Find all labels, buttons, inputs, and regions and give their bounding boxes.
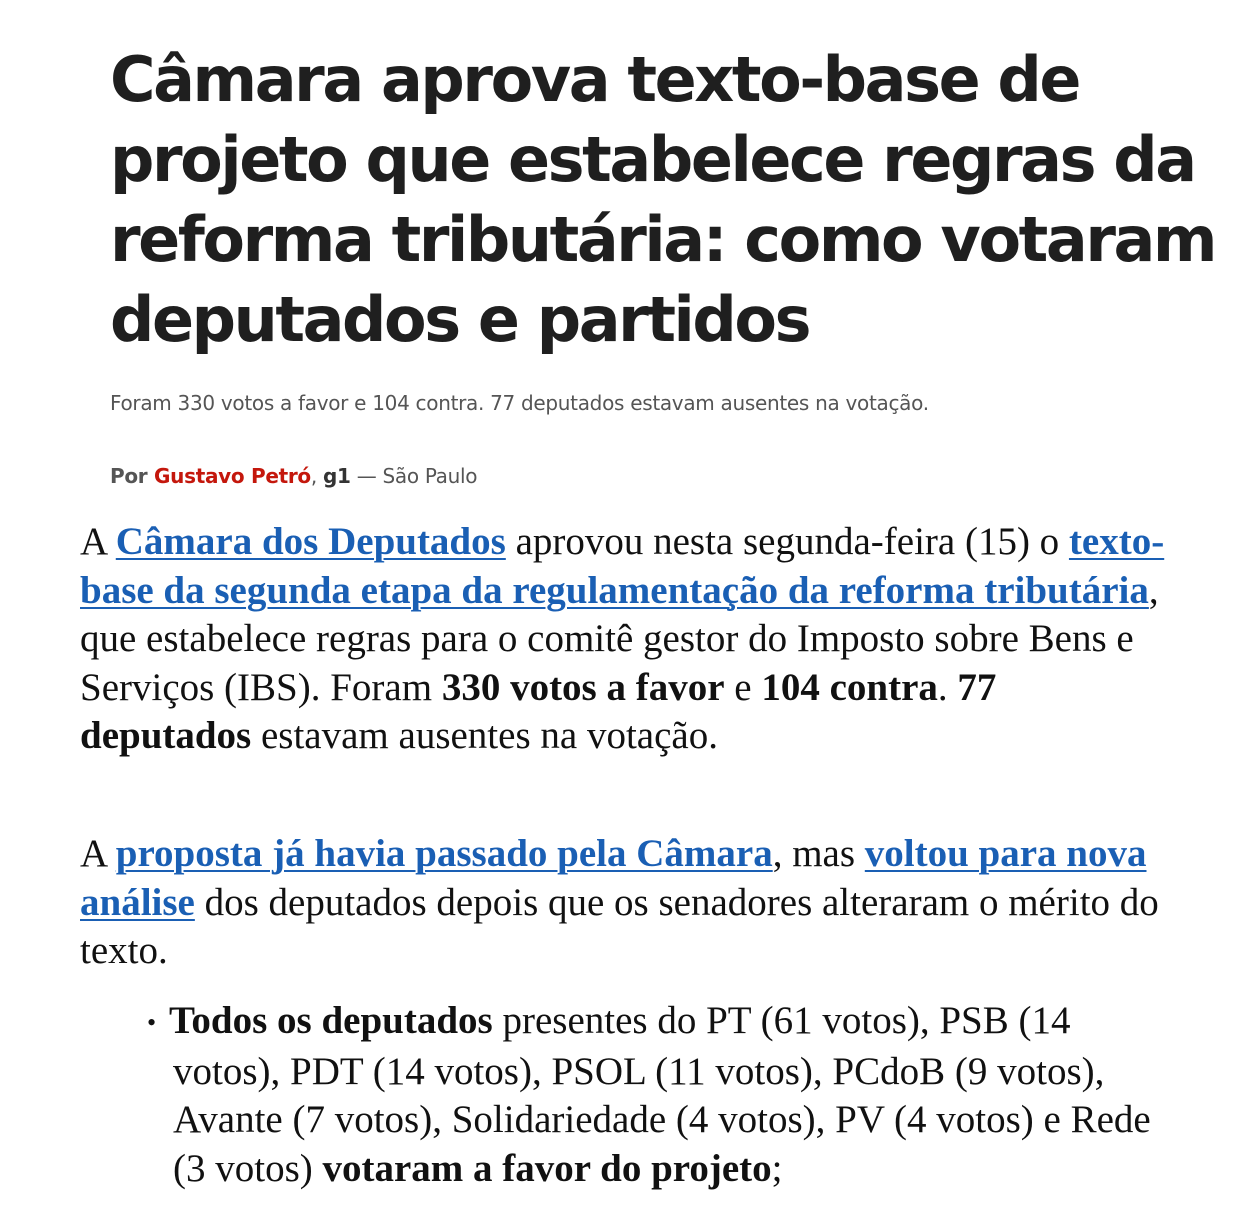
paragraph-text: , mas xyxy=(772,832,865,875)
list-item xyxy=(125,997,1165,1193)
vote-bullet-list xyxy=(125,997,1165,1193)
absent-deputies: 77 deputados xyxy=(80,665,997,757)
byline-separator: , xyxy=(310,464,323,488)
bullet-bold-lead: Todos os deputados xyxy=(169,999,493,1042)
bullet-text: ; xyxy=(771,1146,783,1190)
texto-base-regulamentacao-link[interactable]: texto-base da segunda etapa da regulamentação da reforma tributária xyxy=(80,520,1165,612)
paragraph-text: , que estabelece regras para o comitê gestor do Imposto sobre Bens e Serviços (IBS). Foram xyxy=(80,568,1159,709)
article-paragraph-2 xyxy=(80,830,1170,976)
byline-dash: — xyxy=(350,464,383,488)
bullet-icon: • xyxy=(147,1008,157,1037)
paragraph-text: estavam ausentes na votação. xyxy=(251,714,718,757)
paragraph-text: aprovou nesta segunda-feira (15) o xyxy=(505,520,1069,563)
camara-dos-deputados-link[interactable]: Câmara dos Deputados xyxy=(115,520,506,563)
bullet-bold-conclusion: votaram a favor do projeto xyxy=(322,1146,772,1190)
paragraph-text: A xyxy=(80,832,116,875)
outlet-name: g1 xyxy=(323,464,351,488)
author-link[interactable]: Gustavo Petró xyxy=(154,464,311,488)
byline-prefix: Por xyxy=(110,464,155,488)
byline-location: São Paulo xyxy=(382,464,478,488)
bullet-text: presentes do PT (61 votos), PSB (14 votos), PDT (14 votos), PSOL (11 votos), PCdoB (9 votos), Avante (7 votos), Solidariedade (4 votos), PV (4 votos) e Rede (3 votos) xyxy=(173,999,1151,1190)
paragraph-text: dos deputados depois que os senadores alteraram o mérito do texto. xyxy=(80,880,1159,972)
article-byline xyxy=(110,461,477,491)
paragraph-text: . xyxy=(937,665,958,709)
proposta-ja-havia-passado-link[interactable]: proposta já havia passado pela Câmara xyxy=(115,832,773,875)
article-subtitle: Foram 330 votos a favor e 104 contra. 77 deputados estavam ausentes na votação. xyxy=(110,391,929,415)
paragraph-text: A xyxy=(80,520,116,563)
voltou-para-nova-analise-link[interactable]: voltou para nova análise xyxy=(80,832,1147,924)
votes-in-favor: 330 votos a favor xyxy=(441,665,725,709)
votes-against: 104 contra xyxy=(761,665,938,709)
article-paragraph-1 xyxy=(80,518,1170,761)
paragraph-text: e xyxy=(724,665,762,709)
article-headline: Câmara aprova texto-base de projeto que estabelece regras da reforma tributária: como votaram deputados e partidos xyxy=(110,43,1216,356)
